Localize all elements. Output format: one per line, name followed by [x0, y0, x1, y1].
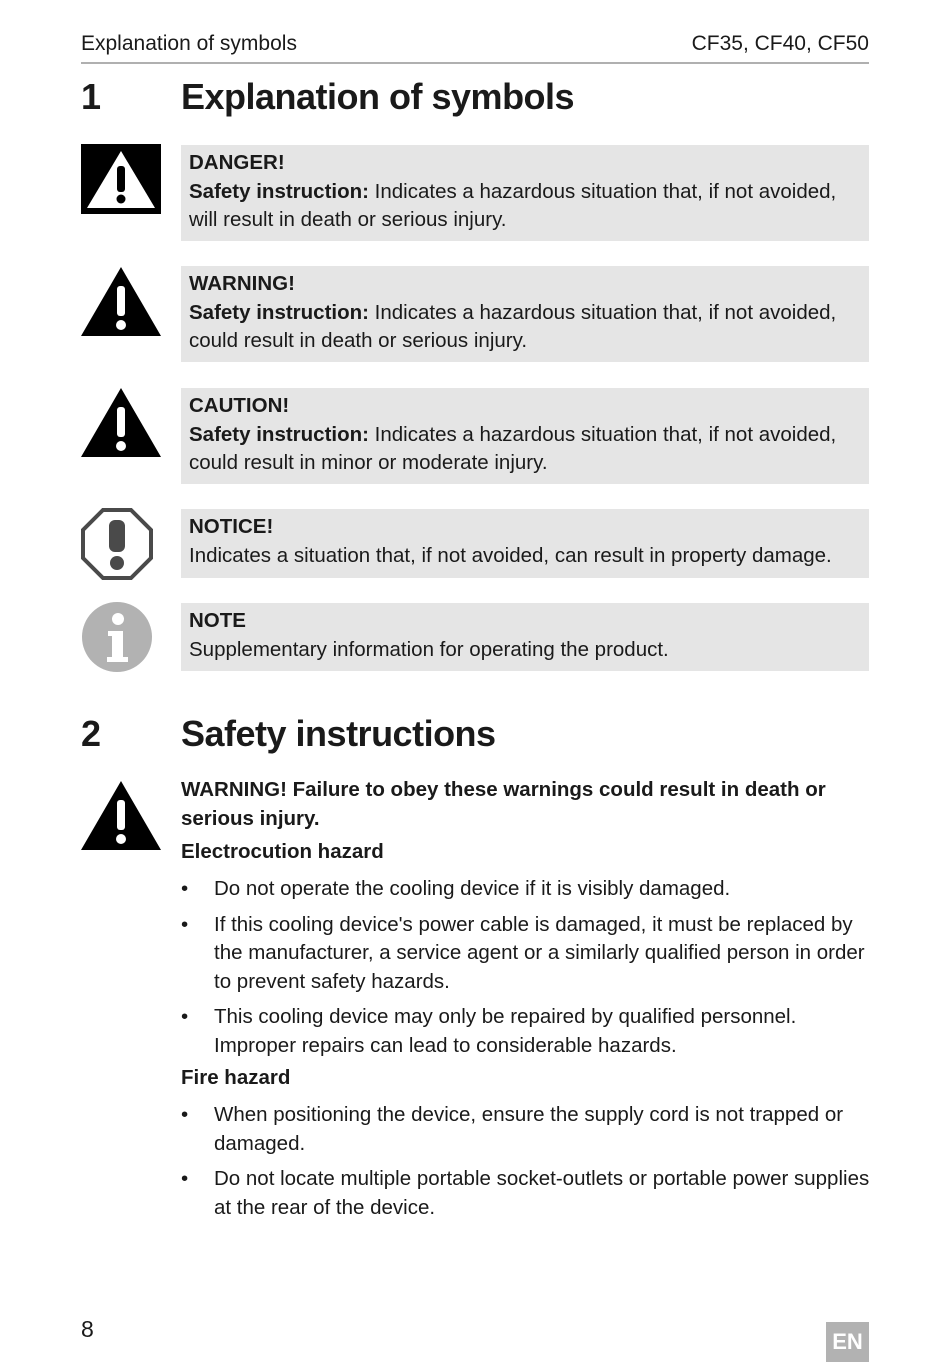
- danger-box: [181, 145, 869, 241]
- warning-triangle-icon: [81, 266, 161, 346]
- section-2-number: 2: [81, 713, 102, 754]
- notice-box: [181, 509, 869, 578]
- warning-lead: Safety instruction:: [189, 300, 369, 324]
- list-item: • Do not operate the cooling device if it is visibly damaged.: [181, 875, 871, 904]
- warning-body: Indicates a hazardous situation that, if not avoided, could result in death or serious injury.: [189, 300, 837, 352]
- language-badge: EN: [826, 1322, 869, 1362]
- warning-title: WARNING!: [189, 272, 295, 295]
- danger-title: DANGER!: [189, 151, 285, 174]
- safety-warning-triangle-icon: [81, 780, 161, 860]
- danger-lead: Safety instruction:: [189, 179, 369, 203]
- header-rule: [81, 62, 869, 64]
- notice-text: Indicates a situation that, if not avoided, can result in property damage.: [189, 543, 832, 567]
- note-text: Supplementary information for operating the product.: [189, 637, 669, 661]
- running-header-right: CF35, CF40, CF50: [691, 32, 869, 55]
- running-header-left: Explanation of symbols: [81, 32, 297, 55]
- danger-body: Indicates a hazardous situation that, if not avoided, will result in death or serious injury.: [189, 179, 837, 231]
- danger-warning-icon: [81, 144, 161, 224]
- safety-warning-heading: WARNING! Failure to obey these warnings could result in death or serious injury.: [181, 778, 826, 830]
- section-1-number: 1: [81, 76, 102, 117]
- caution-title: CAUTION!: [189, 394, 290, 417]
- section-2-title: Safety instructions: [181, 713, 496, 754]
- page-number: 8: [81, 1316, 94, 1342]
- list-item: • Do not locate multiple portable socket-outlets or portable power supplies at the rear of the device.: [181, 1165, 871, 1222]
- notice-title: NOTICE!: [189, 515, 274, 538]
- list-item: • If this cooling device's power cable is damaged, it must be replaced by the manufacturer, a service agent or a similarly qualified person in order to prevent safety hazards.: [181, 911, 871, 997]
- note-title: NOTE: [189, 609, 246, 632]
- info-icon: [81, 601, 161, 681]
- caution-triangle-icon: [81, 387, 161, 467]
- electrocution-list: [181, 875, 871, 1067]
- warning-text: [189, 299, 861, 356]
- electrocution-heading: Electrocution hazard: [181, 840, 384, 863]
- list-item: • When positioning the device, ensure the supply cord is not trapped or damaged.: [181, 1101, 871, 1158]
- notice-octagon-icon: [81, 508, 161, 588]
- caution-text: [189, 421, 861, 478]
- danger-text: [189, 178, 861, 235]
- fire-list: [181, 1101, 871, 1229]
- caution-lead: Safety instruction:: [189, 422, 369, 446]
- note-box: [181, 603, 869, 671]
- list-item: • This cooling device may only be repaired by qualified personnel. Improper repairs can lead to considerable hazards.: [181, 1003, 871, 1060]
- section-1-title: Explanation of symbols: [181, 76, 575, 117]
- fire-heading: Fire hazard: [181, 1066, 291, 1089]
- warning-box: [181, 266, 869, 362]
- caution-box: [181, 388, 869, 484]
- caution-body: Indicates a hazardous situation that, if not avoided, could result in minor or moderate injury.: [189, 422, 837, 474]
